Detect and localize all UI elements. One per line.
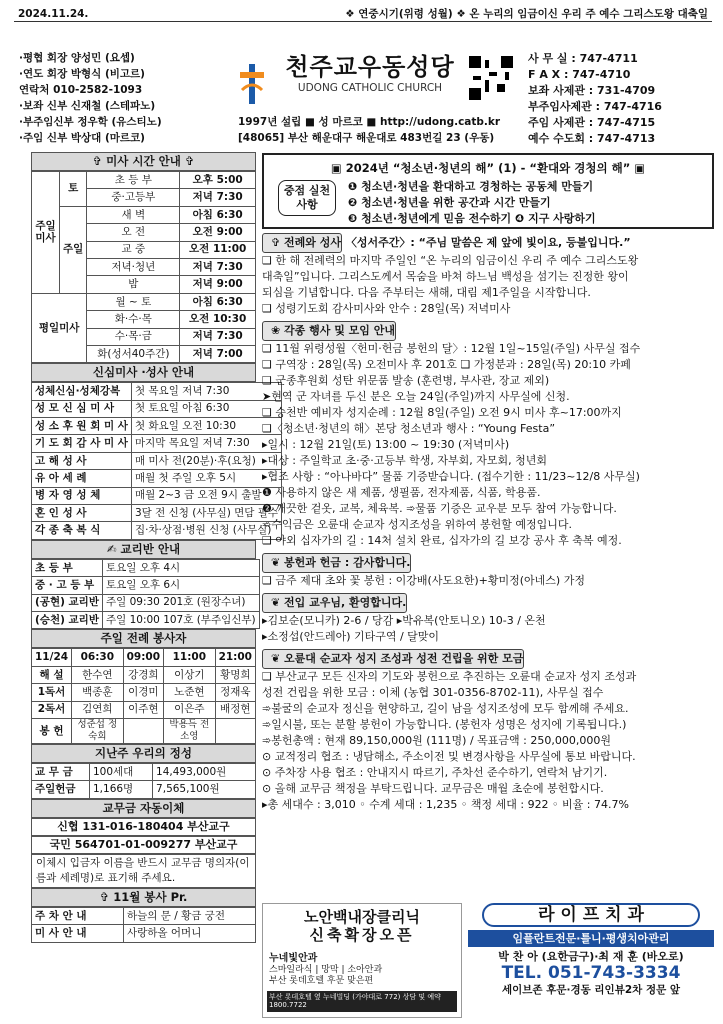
theme-point: ❸ 청소년·청년에게 믿음 전수하기 ❹ 지구 사랑하기 [348,212,596,225]
mass-time: 오후 5:00 [180,172,256,189]
mass-time: 오전 10:30 [180,311,256,328]
service-row-cell: 주 차 안 내 [32,907,124,924]
ad1-services: 스마일라식 | 망막 | 소아안과 [269,964,383,975]
mass-group: 저녁·청년 [87,258,180,275]
right-column [262,152,714,813]
server-cell: 이경미 [123,684,163,701]
event-line: ❑〈청소년·청년의 해〉본당 청소년과 행사 : “Young Festa” [262,422,556,435]
servers-table [31,648,256,744]
mass-time: 저녁 7:30 [180,189,256,206]
event-line: ❑ 11월 위령성월〈헌미·헌금 봉헌의 달〉: 12월 1일~15일(주일) 사무실 접수 [262,342,641,355]
sacrament-row [32,470,282,487]
left-column [31,152,279,943]
sacrament-row-cell: 집·차·상점·병원 신청 (사무실) [131,522,281,539]
sacrament-row-cell: 고 해 성 사 [32,452,132,469]
mass-row [32,293,256,310]
sacrament-row-cell: 혼 인 성 사 [32,505,132,522]
phone-entry: 주임 사제관 : 747-4715 [528,116,656,129]
weekday-label: 평일미사 [32,293,87,363]
sacrament-row-cell: 매월 첫 주일 오후 5시 [131,470,281,487]
shinhyup-account: 신협 131-016-180404 부산교구 [31,818,256,836]
sacrament-row-cell: 병 자 영 성 체 [32,487,132,504]
theme-point: ❶ 청소년·청년을 환대하고 경청하는 공동체 만들기 [348,180,594,193]
sacrament-table [31,382,282,540]
mass-time: 오전 9:00 [180,224,256,241]
service-row-cell: 미 사 안 내 [32,925,124,942]
mass-group: 수·목·금 [87,328,180,345]
shrine-line: ➾일시불, 또는 분할 봉헌이 가능합니다. (봉헌자 성명은 성지에 기록됩니다.) [262,718,627,731]
servers-head-cell: 09:00 [123,649,163,666]
offering-row-cell: 7,565,100원 [153,781,256,798]
school-row [32,594,260,611]
eye-clinic-ad[interactable] [262,903,462,1018]
mass-time: 저녁 9:00 [180,276,256,293]
service-row-cell: 하늘의 문 / 황금 궁전 [124,907,256,924]
server-cell: 백종훈 [72,684,124,701]
shrine-line: ➾불굴의 순교자 정신을 현양하고, 길이 남을 성지조성에 모두 함께해 주세요. [262,702,629,715]
sacrament-row-cell: 첫 목요일 저녁 7:30 [131,383,281,400]
founding-info: 1997년 설립 ■ 성 마르코 ■ http://udong.catb.kr [238,116,501,128]
server-cell: 배정현 [215,701,255,718]
bible-week-quote: 〈성서주간〉: “주님 말씀은 제 앞에 빛이요, 등불입니다.” [345,236,631,249]
shrine-line: ⊙ 교적정리 협조 : 냉담해소, 주소이전 및 변경사항을 사무실에 통보 바랍니다. [262,750,636,763]
mass-time: 저녁 7:30 [180,328,256,345]
mass-group: 화·수·목 [87,311,180,328]
mass-row [32,172,256,189]
service-row [32,925,256,942]
mass-group: 새 벽 [87,206,180,223]
sacrament-row-cell: 첫 토요일 아침 6:30 [131,400,281,417]
server-cell: 이은주 [164,701,216,718]
server-cell: 이상기 [164,666,216,683]
dental-services: 임플란트전문·틀니·평생치아관리 [468,930,714,947]
qr-code-icon[interactable] [469,56,513,100]
server-cell: 김연희 [72,701,124,718]
sacrament-title: 신심미사 ·성사 안내 [31,363,256,382]
offering-row-cell: 주일헌금 [32,781,90,798]
offering-section-header: ❦ 봉헌과 헌금 : 감사합니다. [262,553,411,573]
liturgy-line: 대축일”입니다. 그리스도께서 목숨을 바쳐 하느님 백성을 섬기는 진정한 왕이 [262,270,629,283]
event-line: ▸일시 : 12월 21일(토) 13:00 ~ 19:30 (저녁미사) [262,438,510,451]
mass-title: ✞ 미사 시간 안내 ✞ [31,152,256,171]
mass-time: 오전 11:00 [180,241,256,258]
church-address [238,114,523,146]
event-line: ▸협조 사항 : “아나바다” 물품 기증받습니다. (접수기한 : 11/23~12/8 사무실) [262,470,640,483]
server-cell: 성준섭 정숙희 [72,718,124,743]
shrine-line: ➾봉헌총액 : 현재 89,150,000원 (111명) / 목표금액 : 250,000,000원 [262,734,611,747]
event-line: ❑ 군종후원회 성탄 위문품 발송 (훈련병, 부사관, 장교 제외) [262,374,550,387]
sacrament-row-cell: 마지막 목요일 저녁 7:30 [131,435,281,452]
servers-head-cell: 11:00 [164,649,216,666]
mass-group: 초 등 부 [87,172,180,189]
mass-table [31,171,256,363]
phone-list [528,52,708,148]
events-section-header: ❀ 각종 행사 및 모임 안내 [262,321,396,341]
theme-label: 중점 실천 사항 [278,180,336,216]
event-line: ❑ 구역장 : 28일(목) 오전미사 후 201호 ❑ 가정분과 : 28일(목) 20:10 카페 [262,358,631,371]
phone-entry: 부주임사제관 : 747-4716 [528,100,662,113]
sacrament-row-cell: 매 미사 전(20분)·후(요청) [131,452,281,469]
dental-name: 라 이 프 치 과 [482,903,700,927]
staff-entry: ·평협 회장 양성민 (요셉) [19,52,135,64]
server-cell: 황명희 [215,666,255,683]
liturgy-line: ❑ 성령기도회 감사미사와 안수 : 28일(목) 저녁미사 [262,302,511,315]
server-cell: 한수연 [72,666,124,683]
liturgy-line: 되심을 기념합니다. 다음 주부터는 새해, 대림 제1주일을 시작합니다. [262,286,591,299]
welcome-notices [262,613,714,645]
kookmin-account: 국민 564701-01-009277 부산교구 [31,836,256,854]
sacrament-row-cell: 각 종 축 복 식 [32,522,132,539]
servers-head-cell: 06:30 [72,649,124,666]
staff-entry: ·주임 신부 박상대 (마르코) [19,132,145,144]
school-title: ✍ 교리반 안내 [31,540,256,559]
offering-row [32,781,256,798]
sacrament-row [32,418,282,435]
shrine-line: ⊙ 주차장 사용 협조 : 안내지시 따르기, 주차선 준수하기, 연락처 남기기. [262,766,608,779]
phone-entry: 보좌 사제관 : 731-4709 [528,84,656,97]
servers-head-cell: 21:00 [215,649,255,666]
advertisements [262,903,714,1018]
mass-time: 저녁 7:30 [180,258,256,275]
server-cell: 박용득 전소영 [164,718,216,743]
transfer-title: 교무금 자동이체 [31,799,256,818]
offering-title: 지난주 우리의 정성 [31,744,256,763]
event-line: ❑ 야외 십자가의 길 : 14처 설치 완료, 십자가의 길 보강 공사 후 축복 예정. [262,534,622,547]
service-row-cell: 사랑하올 어머니 [124,925,256,942]
theme-points [348,179,596,227]
event-line: ➤현역 군 자녀를 두신 분은 오늘 24일(주일)까지 사무실에 신청. [262,390,570,403]
school-row-cell: 토요일 오후 4시 [102,559,259,576]
mass-group: 교 중 [87,241,180,258]
server-cell: 노준현 [164,684,216,701]
church-title [270,52,470,95]
shrine-section-header: ❦ 오륜대 순교자 성지 조성과 성전 건립을 위한 모금 [262,649,524,669]
ad1-line2: 신축확장오픈 [309,926,415,945]
mass-group: 밤 [87,276,180,293]
liturgy-line: ❑ 한 해 전례력의 마지막 주일인 “온 누리의 임금이신 우리 주 예수 그리스도왕 [262,254,639,267]
event-line: ❶ 사용하지 않은 새 제품, 생필품, 전자제품, 식품, 학용품. [262,486,541,499]
staff-entry: ·부주임신부 정우학 (유스티노) [19,116,162,128]
offering-line: ❑ 금주 제대 초와 꽃 봉헌 : 이강배(사도요한)+황미정(아네스) 가정 [262,574,585,587]
theme-title: ▣ 2024년 “청소년·청년의 해” (1) - “환대와 경청의 해” ▣ [330,161,646,175]
school-row [32,611,260,628]
server-cell [123,718,163,743]
liturgical-season: ❖ 연중시기(위령 성월) ❖ 온 누리의 임금이신 우리 주 예수 그리스도왕 대축일 [345,8,708,20]
mass-time: 아침 6:30 [180,293,256,310]
offering-notices [262,573,714,589]
shrine-line: ▸총 세대수 : 3,010 ◦ 수계 세대 : 1,235 ◦ 책정 세대 : 922 ◦ 비율 : 74.7% [262,798,629,811]
theme-point: ❷ 청소년·청년을 위한 공간과 시간 만들기 [348,196,551,209]
mass-group: 월 ~ 토 [87,293,180,310]
shrine-notices [262,669,714,813]
school-row-cell: 주일 09:30 201호 (원장수녀) [102,594,259,611]
mass-time: 아침 6:30 [180,206,256,223]
service-row [32,907,256,924]
church-logo-icon [238,62,266,104]
school-row-cell: 주일 10:00 107호 (부주임신부) [102,611,259,628]
dental-location: 세이브존 후문·경동 리인뷰2차 정문 앞 [501,984,681,997]
event-notices [262,341,714,549]
offering-table [31,763,256,799]
dental-doctors: 박 찬 아 (요한금구)·최 재 훈 (바오로) [498,950,684,963]
ad1-contact: 부산 롯데호텔 옆 누네빌딩 (가야대로 772) 상담 및 예약 1800.7722 [267,991,457,1012]
saturday-label: 토 [60,172,87,207]
sacrament-row [32,400,282,417]
welcome-section-header: ❦ 전입 교우님, 환영합니다. [262,593,407,613]
sacrament-row [32,505,282,522]
sacrament-row [32,452,282,469]
sacrament-row-cell: 기 도 회 감 사 미 사 [32,435,132,452]
ad1-location: 부산 롯데호텔 후문 맞은편 [269,975,374,986]
server-cell: 해 설 [32,666,72,683]
school-row [32,577,260,594]
phone-entry: 예수 수도회 : 747-4713 [528,132,656,145]
sacrament-row-cell: 유 아 세 례 [32,470,132,487]
offering-row-cell: 100세대 [90,763,153,780]
ad1-clinic: 누네빛안과 [269,952,318,964]
mass-group: 오 전 [87,224,180,241]
offering-row [32,763,256,780]
offering-row-cell: 14,493,000원 [153,763,256,780]
sunday-label: 주일미사 [32,172,60,294]
server-cell [215,718,255,743]
mass-time: 저녁 7:00 [180,345,256,362]
event-line: ❑ 승천반 예비자 성지순례 : 12월 8일(주일) 오전 9시 미사 후~17:00까지 [262,406,622,419]
phone-entry: 사 무 실 : 747-4711 [528,52,638,65]
mass-group: 화(성서40주간) [87,345,180,362]
mass-row [32,206,256,223]
sacrament-row-cell: 성 소 후 원 회 미 사 [32,418,132,435]
transfer-note: 이체시 입금자 이름을 반드시 교무금 명의자(이름과 세례명)로 표기해 주세요. [31,854,256,888]
mass-group: 중·고등부 [87,189,180,206]
sacrament-row [32,383,282,400]
school-row-cell: 초 등 부 [32,559,103,576]
ad1-line1: 노안백내장클리닉 [304,908,420,926]
welcome-line: ▸소정섭(안드레아) 기타구역 / 달맞이 [262,630,440,643]
sacrament-row-cell: 성체신심·성체강복 [32,383,132,400]
sacrament-row-cell: 성 모 신 심 미 사 [32,400,132,417]
service-table [31,907,256,943]
welcome-line: ▸김보순(모니카) 2-6 / 당감 ▸박유복(안토니오) 10-3 / 온천 [262,614,546,627]
postal-address: [48065] 부산 해운대구 해운대로 483번길 23 (우동) [238,132,495,144]
liturgy-section-header: ✞ 전례와 성사 [262,233,342,253]
school-table [31,559,260,630]
event-line: ❷ 깨끗한 겉옷, 교복, 체육복. ➾물품 기증은 교우분 모두 참여 가능합니다. [262,502,617,515]
event-line: ▸대상 : 주일학교 초·중·고등부 학생, 자부회, 자모회, 청년회 [262,454,547,467]
liturgy-notices [262,253,714,317]
sunday-sub-label: 주일 [60,206,87,293]
event-line: ➾수익금은 오륜대 순교자 성지조성을 위하여 봉헌할 예정입니다. [262,518,572,531]
offering-row-cell: 교 무 금 [32,763,90,780]
sacrament-row-cell: 매월 2~3 금 오전 9시 출발 [131,487,281,504]
church-english-name: UDONG CATHOLIC CHURCH [297,82,443,94]
sacrament-row-cell: 3달 전 신청 (사무실) 면담 필수 [131,505,281,522]
school-row-cell: 토요일 오후 6시 [102,577,259,594]
phone-entry: F A X : 747-4710 [528,68,631,81]
school-row-cell: (승천) 교리반 [32,611,103,628]
offering-row-cell: 1,166명 [90,781,153,798]
sacrament-row-cell: 첫 화요일 오전 10:30 [131,418,281,435]
theme-box [262,153,714,229]
servers-head-cell: 11/24 [32,649,72,666]
staff-entry: 연락처 010-2582-1093 [19,84,143,96]
school-row-cell: 중 · 고 등 부 [32,577,103,594]
dental-phone: TEL. 051-743-3334 [501,963,681,984]
server-cell: 봉 헌 [32,718,72,743]
server-cell: 1독서 [32,684,72,701]
bulletin-date: 2024.11.24. [18,8,89,20]
shrine-line: ⊙ 올해 교무금 책정을 부탁드립니다. 교무금은 매월 초순에 봉헌합시다. [262,782,604,795]
servers-title: 주일 전례 봉사자 [31,629,256,648]
top-bar [14,8,712,22]
shrine-line: ❑ 부산교구 모든 신자의 기도와 봉헌으로 추진하는 오륜대 순교자 성지 조성과 [262,670,637,683]
dental-ad[interactable] [468,903,714,1018]
sacrament-row [32,435,282,452]
sacrament-row [32,487,282,504]
school-row [32,559,260,576]
staff-entry: ·연도 회장 박형식 (비고르) [19,68,145,80]
shrine-line: 성전 건립을 위한 모금 : 이체 (농협 301-0356-8702-11), 사무실 접수 [262,686,604,699]
sacrament-row [32,522,282,539]
server-cell: 2독서 [32,701,72,718]
server-cell: 강경희 [123,666,163,683]
server-cell: 정재욱 [215,684,255,701]
staff-list [19,52,229,148]
service-title: ✞ 11월 봉사 Pr. [31,888,256,907]
staff-entry: ·보좌 신부 신재철 (스테파노) [19,100,156,112]
church-name: 천주교우동성당 [285,53,455,81]
server-cell: 이주현 [123,701,163,718]
school-row-cell: (공현) 교리반 [32,594,103,611]
